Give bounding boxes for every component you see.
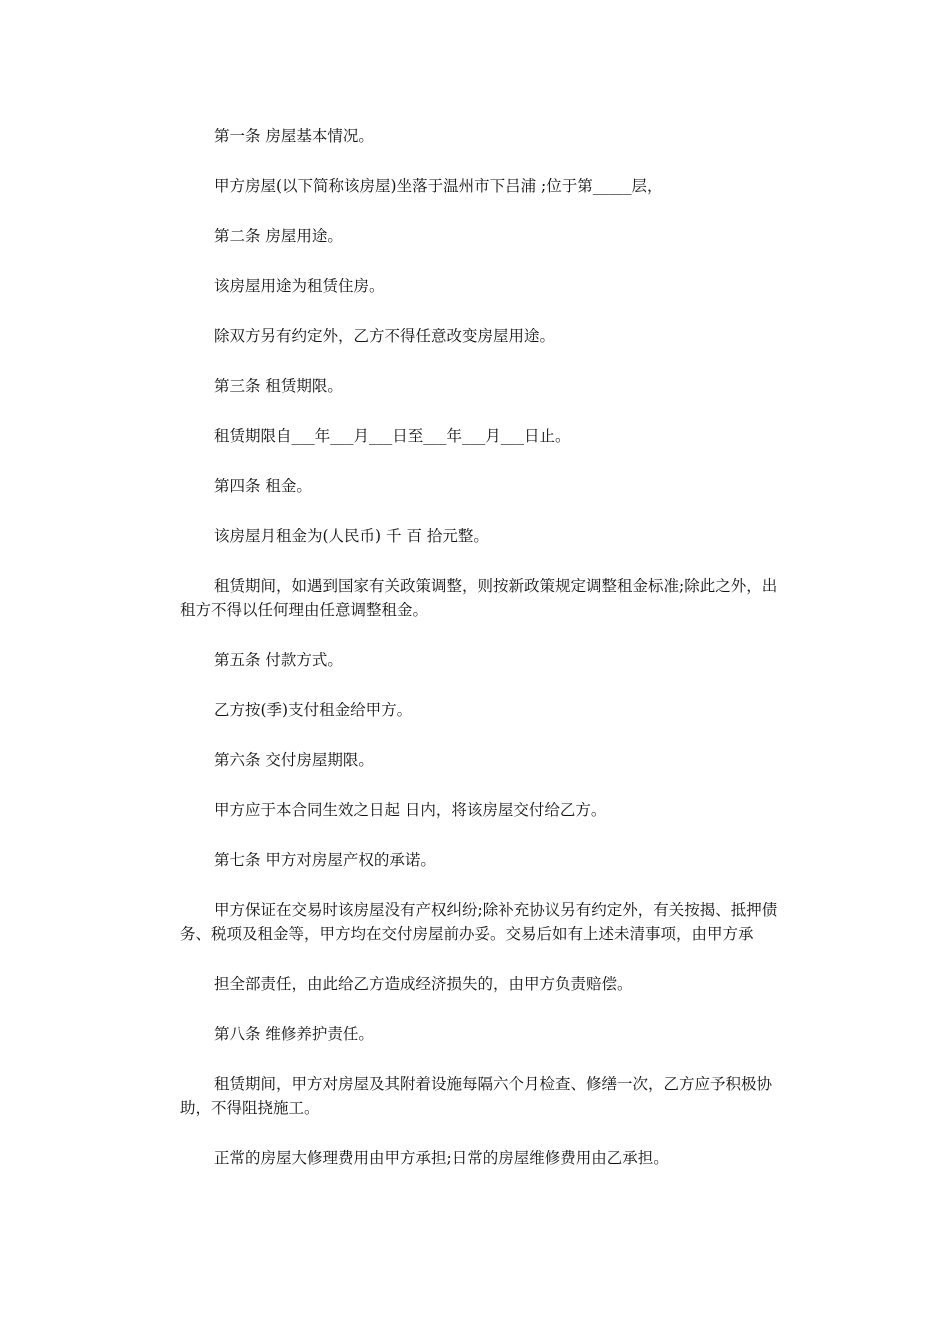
article-4-heading: 第四条 租金。 [214,477,312,495]
delivery-deadline-paragraph: 甲方应于本合同生效之日起 日内，将该房屋交付给乙方。 [214,801,607,819]
article-3-heading: 第三条 租赁期限。 [214,377,343,395]
use-restriction-paragraph: 除双方另有约定外，乙方不得任意改变房屋用途。 [214,327,556,345]
article-6-heading: 第六条 交付房屋期限。 [214,751,374,769]
property-location-paragraph: 甲方房屋(以下简称该房屋)坐落于温州市下吕浦 ;位于第_____层， [214,177,663,195]
article-5-heading: 第五条 付款方式。 [214,651,343,669]
payment-method-paragraph: 乙方按(季)支付租金给甲方。 [214,701,413,719]
article-8-heading: 第八条 维修养护责任。 [214,1025,374,1043]
monthly-rent-paragraph: 该房屋月租金为(人民币) 千 百 拾元整。 [214,527,489,545]
article-7-heading: 第七条 甲方对房屋产权的承诺。 [214,851,436,869]
liability-paragraph: 担全部责任，由此给乙方造成经济损失的，由甲方负责赔偿。 [214,975,633,993]
title-warranty-paragraph: 甲方保证在交易时该房屋没有产权纠纷;除补充协议另有约定外，有关按揭、抵押债务、税项及租金等，甲方均在交付房屋前办妥。交易后如有上述未清事项，由甲方承 [180,901,778,943]
rent-adjustment-paragraph: 租赁期间，如遇到国家有关政策调整，则按新政策规定调整租金标准;除此之外，出租方不得以任何理由任意调整租金。 [180,577,778,619]
lease-term-paragraph: 租赁期限自___年___月___日至___年___月___日止。 [214,427,571,445]
article-1-heading: 第一条 房屋基本情况。 [214,127,374,145]
contract-body [180,124,780,1196]
inspection-paragraph: 租赁期间，甲方对房屋及其附着设施每隔六个月检查、修缮一次，乙方应予积极协助，不得阻挠施工。 [180,1075,773,1117]
repair-cost-paragraph: 正常的房屋大修理费用由甲方承担;日常的房屋维修费用由乙承担。 [214,1149,669,1167]
property-use-paragraph: 该房屋用途为租赁住房。 [214,277,385,295]
article-2-heading: 第二条 房屋用途。 [214,227,343,245]
